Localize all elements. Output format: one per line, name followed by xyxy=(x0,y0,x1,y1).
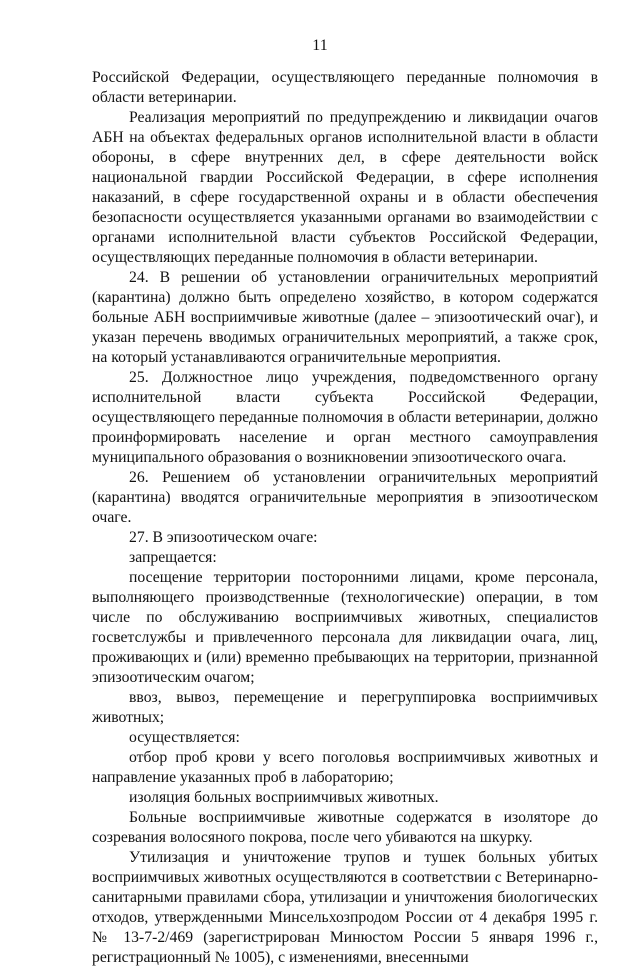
paragraph: запрещается: xyxy=(129,549,217,566)
page-number: 11 xyxy=(312,37,328,54)
paragraph: 24. В решении об установлении ограничительных мероприятий (карантина) должно быть определено хозяйство, в котором содержатся больные АБН восприимчивые животные (далее – эпизоотический очаг), и указан перечень вводимых ограничительных мероприятий, а также срок, на который устанавливаются ограничительные мероприятия. xyxy=(92,269,598,366)
paragraph: Больные восприимчивые животные содержатся в изоляторе до созревания волосяного покрова, после чего убиваются на шкурку. xyxy=(92,809,598,846)
paragraph: Российской Федерации, осуществляющего переданные полномочия в области ветеринарии. xyxy=(92,69,598,106)
paragraph: Утилизация и уничтожение трупов и тушек больных убитых восприимчивых животных осуществляются в соответствии с Ветеринарно-санитарными правилами сбора, утилизации и уничтожения биологических отходов, утвержденными Минсельхозпродом России от 4 декабря 1995 г. № 13-7-2/469 (зарегистрирован Минюстом России 5 января 1996 г., регистрационный № 1005), с изменениями, внесенными xyxy=(92,849,598,966)
paragraph: 26. Решением об установлении ограничительных мероприятий (карантина) вводятся ограничительные мероприятия в эпизоотическом очаге. xyxy=(92,469,598,526)
paragraph: 25. Должностное лицо учреждения, подведомственного органу исполнительной власти субъекта Российской Федерации, осуществляющего переданные полномочия в области ветеринарии, должно проинформировать население и орган местного самоуправления муниципального образования о возникновении эпизоотического очага. xyxy=(92,369,598,466)
document-body xyxy=(92,68,598,968)
paragraph: 27. В эпизоотическом очаге: xyxy=(129,529,318,546)
paragraph: отбор проб крови у всего поголовья восприимчивых животных и направление указанных проб в лабораторию; xyxy=(92,749,598,786)
paragraph: посещение территории посторонними лицами, кроме персонала, выполняющего производственные (технологические) операции, в том числе по обслуживанию восприимчивых животных, специалистов госветслужбы и привлеченного персонала для ликвидации очага, лиц, проживающих и (или) временно пребывающих на территории, признанной эпизоотическим очагом; xyxy=(92,569,598,686)
paragraph: осуществляется: xyxy=(129,729,240,746)
paragraph: ввоз, вывоз, перемещение и перегруппировка восприимчивых животных; xyxy=(92,689,598,726)
paragraph: изоляция больных восприимчивых животных. xyxy=(129,789,439,806)
paragraph: Реализация мероприятий по предупреждению и ликвидации очагов АБН на объектах федеральных органов исполнительной власти в области обороны, в сфере внутренних дел, в сфере деятельности войск национальной гвардии Российской Федерации, в сфере исполнения наказаний, в сфере государственной охраны и в области обеспечения безопасности осуществляется указанными органами во взаимодействии с органами исполнительной власти субъектов Российской Федерации, осуществляющих переданные полномочия в области ветеринарии. xyxy=(92,109,598,266)
